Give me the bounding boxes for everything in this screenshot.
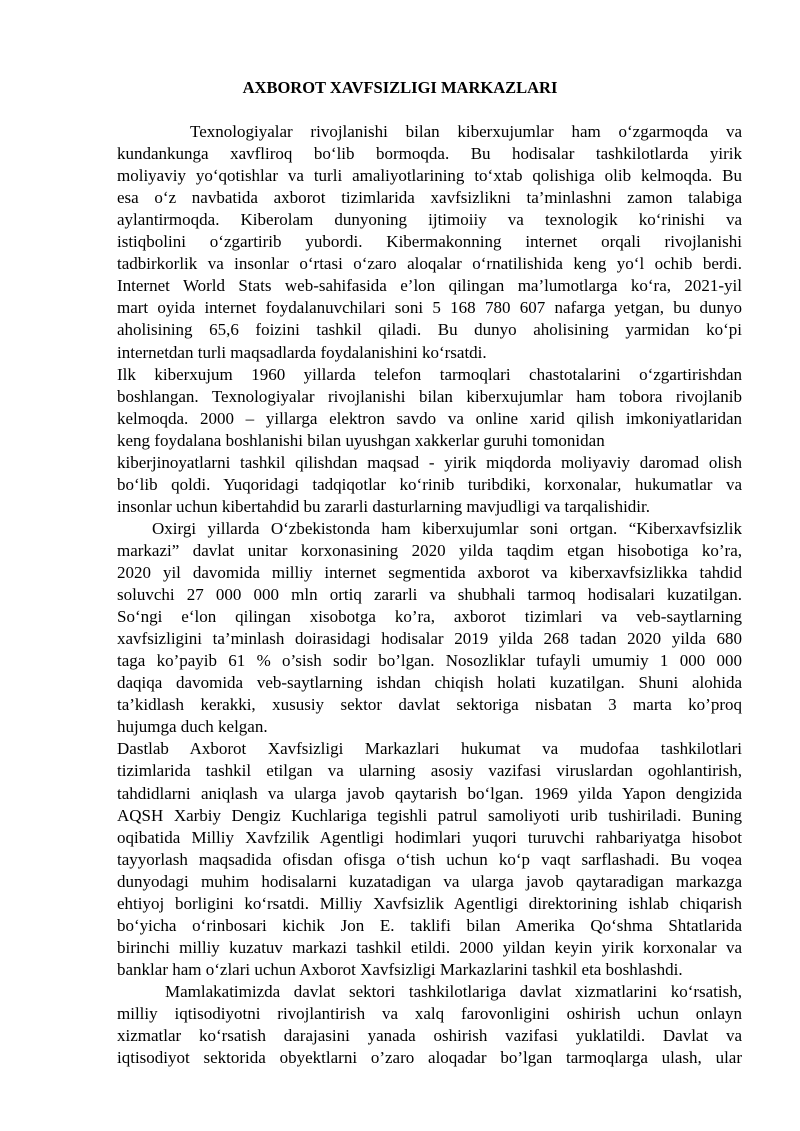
- text-line: internetdan turli maqsadlarda foydalanishini ko‘rsatdi.: [117, 342, 487, 362]
- text-line: bo‘lib qoldi. Yuqoridagi tadqiqotlar ko‘rinib turibdiki, korxonalar, hukumatlar va: [117, 474, 742, 494]
- text-line: tahdidlarni aniqlash va ularga javob qaytarish bo‘lgan. 1969 yilda Yapon dengizida: [117, 783, 742, 803]
- text-line: insonlar uchun kibertahdid bu zararli dasturlarning mavjudligi va tarqalishidir.: [117, 496, 651, 516]
- text-line: xavfsizligini ta’minlash doirasidagi hodisalar 2019 yilda 268 tadan 2020 yilda 680: [117, 629, 742, 649]
- text-line: AQSH Xarbiy Dengiz Kuchlariga tegishli patrul samoliyoti urib tushiriladi. Buning: [117, 805, 742, 825]
- text-line: markazi” davlat unitar korxonasining 2020 yilda taqdim etgan hisobotiga ko’ra,: [117, 540, 742, 560]
- text-line: tizimlarida tashkil etilgan va ularning asosiy vazifasi viruslardan ogohlantirish,: [117, 761, 742, 781]
- text-line: Texnologiyalar rivojlanishi bilan kiberxujumlar ham o‘zgarmoqda va: [190, 122, 742, 141]
- text-line: banklar ham o‘zlari uchun Axborot Xavfsizligi Markazlarini tashkil eta boshlashdi.: [117, 959, 683, 979]
- text-line: hujumga duch kelgan.: [117, 717, 268, 737]
- text-line: kelmoqda. 2000 – yillarga elektron savdo va online xarid qilish imkoniyatlaridan: [117, 408, 742, 428]
- text-line: tadbirkorlik va insonlar o‘rtasi o‘zaro aloqalar o‘rnatilishida keng yo‘l ochib berdi.: [117, 254, 742, 274]
- text-line: aholisining 65,6 foizini tashkil qiladi. Bu dunyo aholisining yarmidan ko‘pi: [117, 320, 742, 340]
- text-line: kiberjinoyatlarni tashkil qilishdan maqsad - yirik miqdorda moliyaviy daromad olish: [117, 452, 742, 472]
- text-line: Mamlakatimizda davlat sektori tashkilotlariga davlat xizmatlarini ko‘rsatish,: [165, 981, 742, 1001]
- text-line: ehtiyoj borligini ko‘rsatdi. Milliy Xavfsizlik Agentligi direktorining ishlab chiqarish: [117, 893, 742, 913]
- text-line: soluvchi 27 000 000 mln ortiq zararli va shubhali tarmoq hodisalari kuzatilgan.: [117, 585, 742, 605]
- text-line: xizmatlar ko‘rsatish darajasini yanada oshirish vazifasi yuklatildi. Davlat va: [117, 1026, 742, 1046]
- text-line: birinchi milliy kuzatuv markazi tashkil etildi. 2000 yildan keyin yirik korxonalar va: [117, 937, 742, 957]
- text-line: bo‘yicha o‘rinbosari kichik Jon E. taklifi bilan Amerika Qo‘shma Shtatlarida: [117, 915, 742, 935]
- text-line: ta’kidlash kerakki, xususiy sektor davlat sektoriga nisbatan 3 marta ko’proq: [117, 695, 742, 715]
- text-line: Internet World Stats web-sahifasida e’lon qilingan ma’lumotlarga ko‘ra, 2021-yil: [117, 276, 742, 296]
- text-line: taga ko’payib 61 % o’sish sodir bo’lgan. Nosozliklar tufayli umumiy 1 000 000: [117, 651, 742, 671]
- text-line: moliyaviy yo‘qotishlar va turli amaliyotlarining to‘xtab qolishiga olib kelmoqda. Bu: [117, 166, 742, 186]
- page-title: AXBOROT XAVFSIZLIGI MARKAZLARI: [242, 78, 558, 97]
- text-line: tayyorlash maqsadida ofisdan ofisga o‘tish uchun ko‘p vaqt sarflashadi. Bu voqea: [117, 849, 742, 869]
- text-line: So‘ngi e‘lon qilingan xisobotga ko’ra, axborot tizimlari va veb-saytlarning: [117, 607, 742, 627]
- text-line: mart oyida internet foydalanuvchilari soni 5 168 780 607 nafarga yetgan, bu dunyo: [117, 298, 742, 318]
- text-line: esa o‘z navbatida axborot tizimlarida xavfsizlikni ta’minlashni zamon talabiga: [117, 188, 742, 208]
- text-line: boshlangan. Texnologiyalar rivojlanishi bilan kiberxujumlar ham tobora rivojlanib: [117, 386, 742, 406]
- text-line: istiqbolini o‘zgartirib yubordi. Kibermakonning internet orqali rivojlanishi: [117, 232, 742, 252]
- text-line: aylantirmoqda. Kiberolam dunyoning ijtimoiiy va texnologik ko‘rinishi va: [117, 210, 742, 230]
- text-line: daqiqa davomida veb-saytlarning ishdan chiqish holati kuzatilgan. Shuni alohida: [117, 673, 742, 693]
- text-line: 2020 yil davomida milliy internet segmentida axborot va kiberxavfsizlikka tahdid: [117, 563, 742, 582]
- text-line: Ilk kiberxujum 1960 yillarda telefon tarmoqlari chastotalarini o‘zgartirishdan: [117, 364, 742, 384]
- text-line: oqibatida Milliy Xavfzilik Agentligi hodimlari yuqori turuvchi rahbariyatga hisobot: [117, 827, 742, 847]
- text-line: Dastlab Axborot Xavfsizligi Markazlari hukumat va mudofaa tashkilotlari: [117, 739, 742, 759]
- text-line: Oxirgi yillarda O‘zbekistonda ham kiberxujumlar soni ortgan. “Kiberxavfsizlik: [152, 518, 742, 538]
- text-line: milliy iqtisodiyotni rivojlantirish va xalq farovonligini oshirish uchun onlayn: [117, 1004, 742, 1023]
- text-line: keng foydalana boshlanishi bilan uyushgan xakkerlar guruhi tomonidan: [117, 430, 605, 450]
- text-line: kundankunga xavfliroq bo‘lib bormoqda. Bu hodisalar tashkilotlarda yirik: [117, 144, 742, 164]
- text-line: dunyodagi muhim hodisalarni kuzatadigan va ularga javob qaytaradigan markazga: [117, 871, 742, 891]
- text-line: iqtisodiyot sektorida obyektlarni o’zaro aloqadar bo’lgan tarmoqlarga ulash, ular: [117, 1048, 742, 1068]
